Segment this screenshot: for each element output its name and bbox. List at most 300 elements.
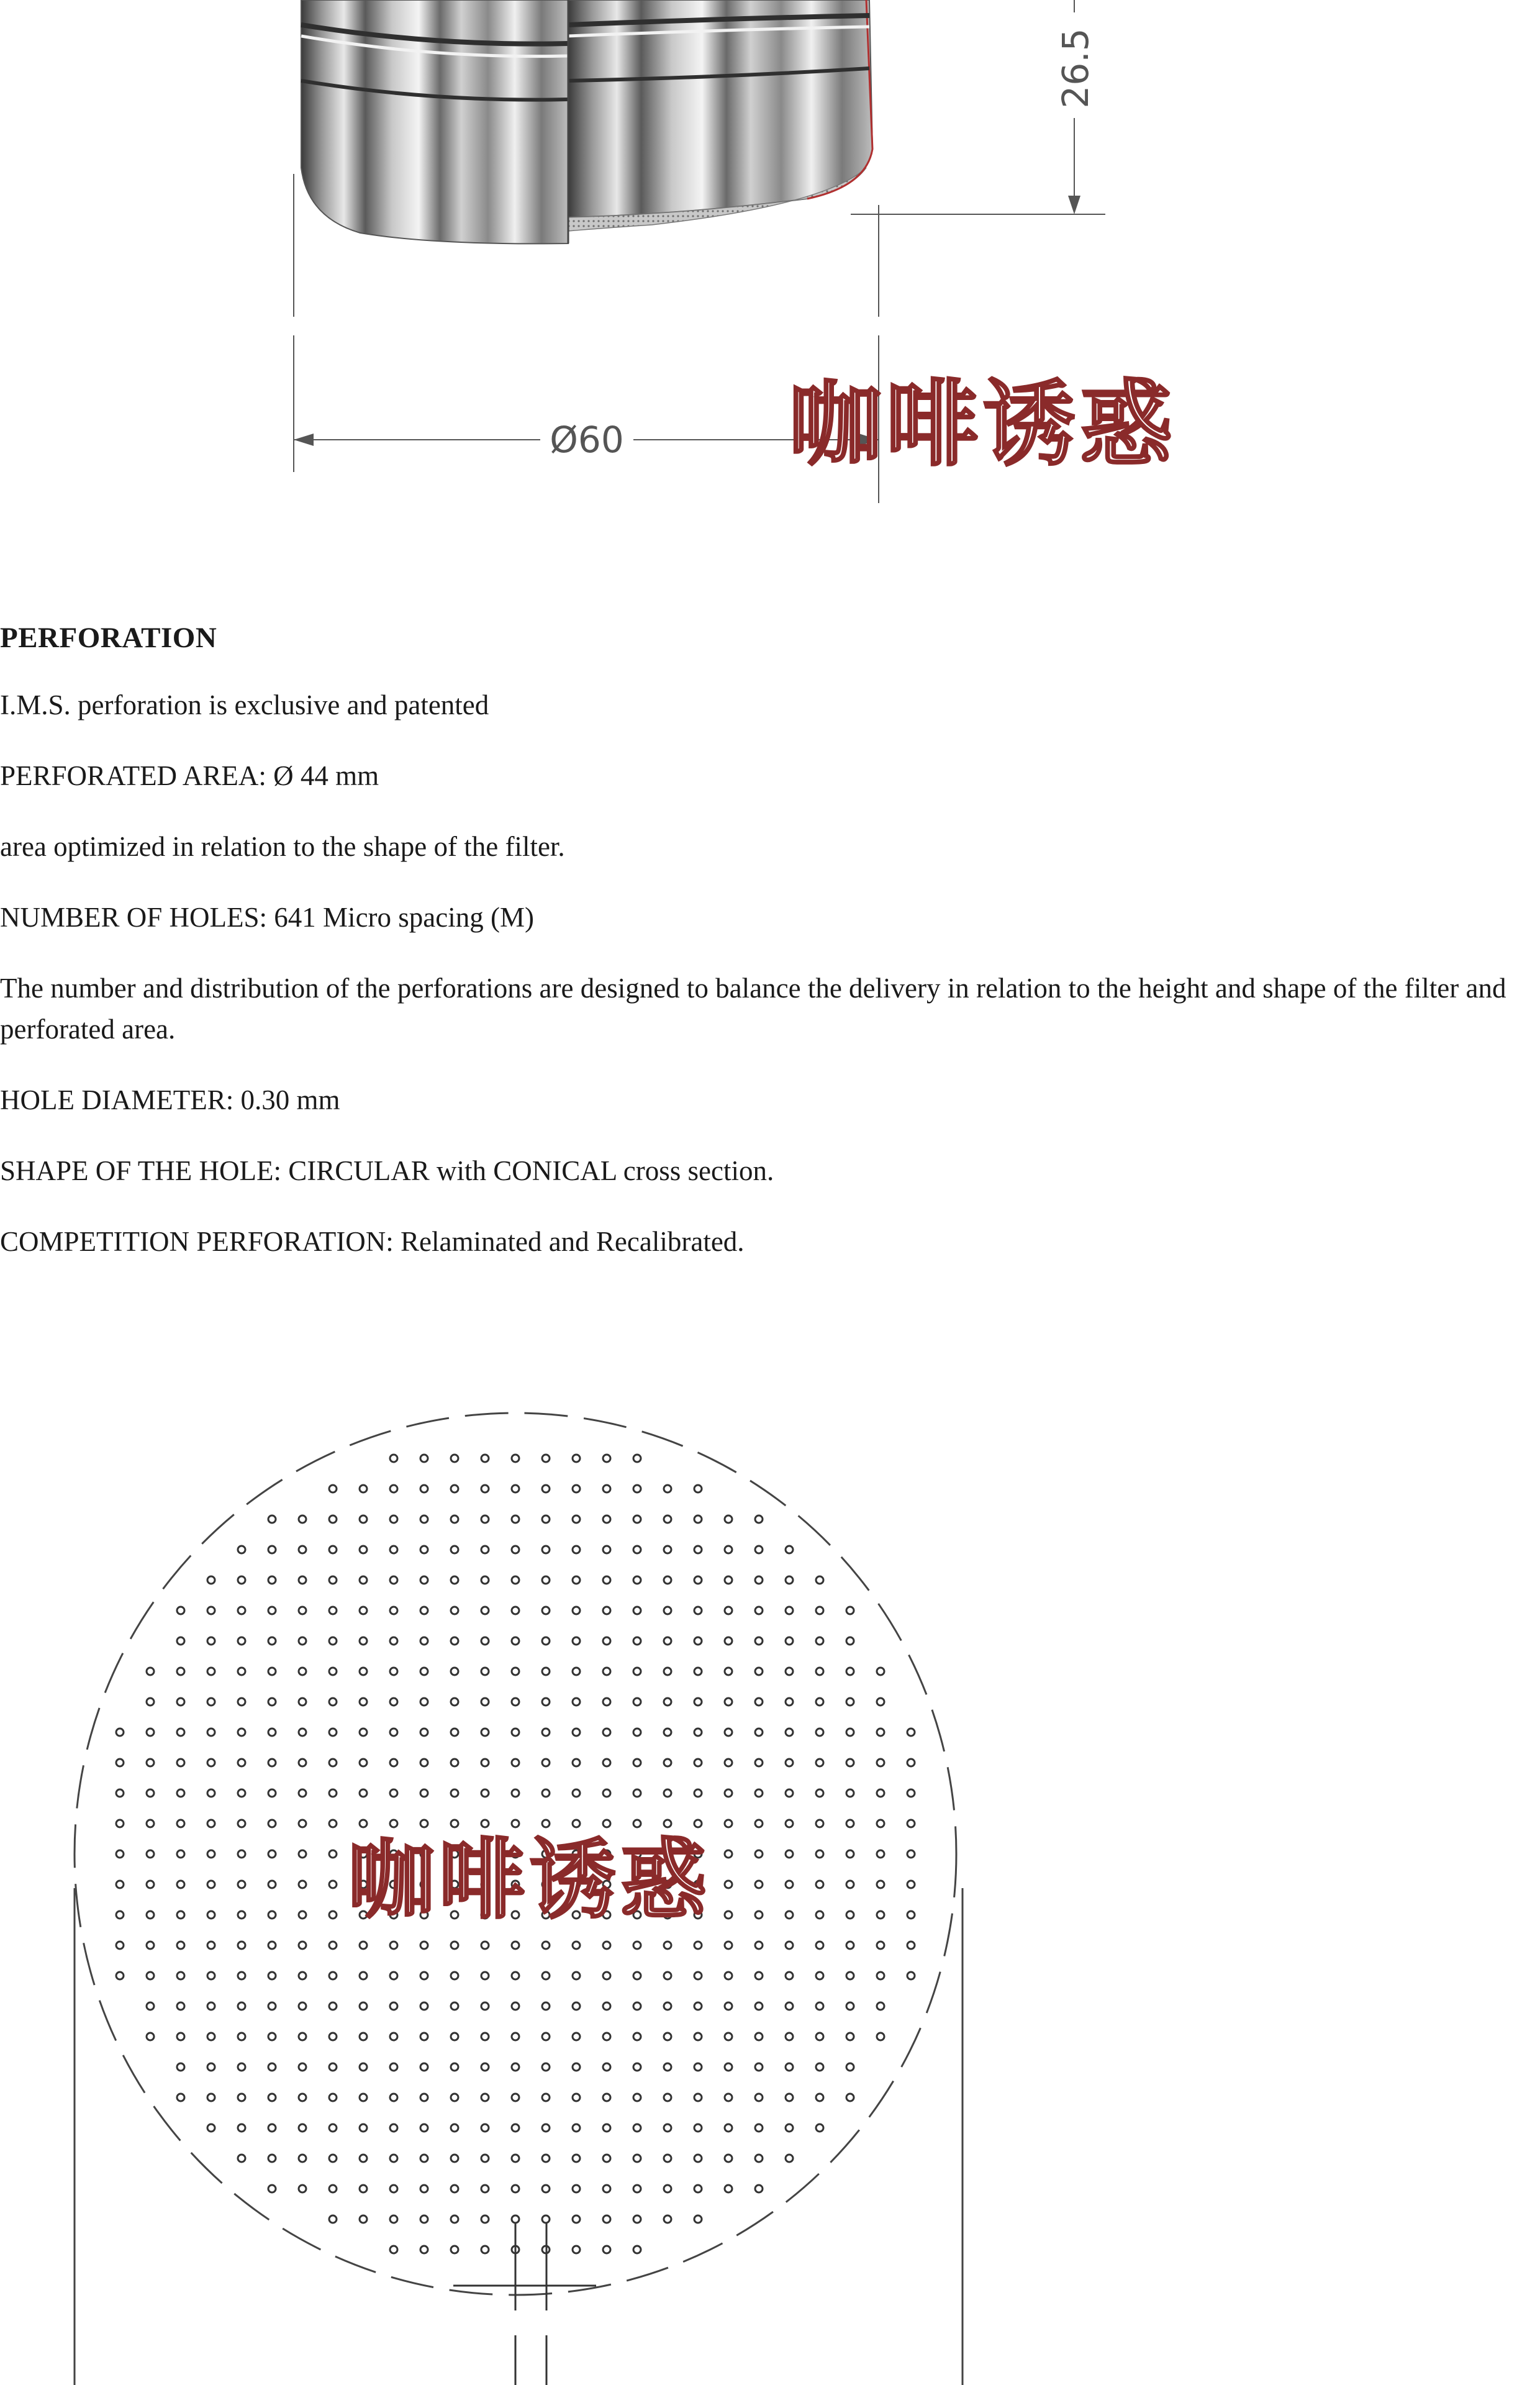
perforation-hole xyxy=(238,1881,245,1888)
perforation-hole xyxy=(299,2033,306,2040)
perforation-hole xyxy=(299,1546,306,1553)
perforation-hole xyxy=(725,1698,732,1706)
perforation-hole xyxy=(147,1759,154,1766)
perforation-hole xyxy=(633,2185,641,2192)
watermark-top: 咖啡诱惑 xyxy=(789,371,1177,479)
perforation-hole xyxy=(603,1881,610,1888)
perforation-hole xyxy=(573,2155,580,2162)
perforation-hole xyxy=(664,1515,671,1523)
perforation-hole xyxy=(633,1759,641,1766)
perforation-hole xyxy=(207,1668,215,1675)
perforation-hole xyxy=(207,1881,215,1888)
perforation-hole xyxy=(542,1546,550,1553)
perforation-hole xyxy=(786,1546,793,1553)
perforation-hole xyxy=(542,2033,550,2040)
perforation-hole xyxy=(725,2063,732,2071)
perforation-hole xyxy=(360,2033,367,2040)
perforation-hole xyxy=(177,1668,184,1675)
perforation-hole xyxy=(755,2002,763,2010)
perforation-hole xyxy=(329,1515,337,1523)
perforation-hole xyxy=(755,2185,763,2192)
perforation-heading: PERFORATION xyxy=(0,622,217,654)
perforation-hole xyxy=(177,1607,184,1614)
perforation-hole xyxy=(390,1850,397,1858)
perforation-hole xyxy=(573,1576,580,1584)
perforation-hole xyxy=(329,1942,337,1949)
perforation-hole xyxy=(694,1485,702,1492)
perforation-hole xyxy=(725,1820,732,1827)
perforation-hole xyxy=(603,1698,610,1706)
perforation-hole xyxy=(116,1850,124,1858)
perforated-area-outline xyxy=(75,1413,956,2295)
perforation-hole xyxy=(816,1668,823,1675)
perforation-hole xyxy=(299,1607,306,1614)
perforation-hole xyxy=(177,1850,184,1858)
perforation-hole xyxy=(299,1881,306,1888)
spec-line-patent: I.M.S. perforation is exclusive and patented xyxy=(0,689,489,720)
perforation-hole xyxy=(329,1911,337,1919)
perforation-hole xyxy=(633,2063,641,2071)
perforation-hole xyxy=(147,1942,154,1949)
perforation-hole xyxy=(846,1789,854,1797)
perforation-hole xyxy=(268,1515,276,1523)
perforation-hole xyxy=(512,1576,519,1584)
perforation-hole xyxy=(116,1789,124,1797)
perforation-hole xyxy=(725,1942,732,1949)
perforation-hole xyxy=(268,1942,276,1949)
perforation-hole xyxy=(238,1942,245,1949)
perforation-hole xyxy=(360,2185,367,2192)
perforation-hole xyxy=(390,2124,397,2132)
perforation-hole xyxy=(177,2063,184,2071)
perforation-hole xyxy=(360,1637,367,1645)
perforation-hole xyxy=(846,1911,854,1919)
perforation-hole xyxy=(360,1972,367,1979)
perforation-hole xyxy=(390,1881,397,1888)
perforation-hole xyxy=(177,1820,184,1827)
perforation-hole xyxy=(360,2094,367,2101)
perforation-hole xyxy=(512,2033,519,2040)
perforation-hole xyxy=(694,2094,702,2101)
perforation-hole xyxy=(573,2185,580,2192)
perforation-hole xyxy=(451,2063,458,2071)
perforation-hole xyxy=(177,1911,184,1919)
perforation-hole xyxy=(877,1911,884,1919)
perforation-hole xyxy=(755,1759,763,1766)
perforation-hole xyxy=(786,1759,793,1766)
perforation-hole xyxy=(420,2215,428,2223)
perforation-hole xyxy=(846,1820,854,1827)
perforation-hole xyxy=(299,1729,306,1736)
perforation-hole xyxy=(299,2002,306,2010)
perforation-hole xyxy=(816,1789,823,1797)
perforation-hole xyxy=(664,1911,671,1919)
perforation-hole xyxy=(542,1576,550,1584)
perforation-hole xyxy=(481,1698,489,1706)
perforation-hole xyxy=(512,1850,519,1858)
perforation-hole xyxy=(207,1637,215,1645)
perforation-hole xyxy=(816,1820,823,1827)
perforation-hole xyxy=(603,1485,610,1492)
perforation-hole xyxy=(451,1942,458,1949)
perforation-hole xyxy=(360,1942,367,1949)
perforation-hole xyxy=(116,1759,124,1766)
perforation-hole xyxy=(420,1972,428,1979)
perforation-hole xyxy=(694,1576,702,1584)
perforation-hole xyxy=(846,1698,854,1706)
perforation-hole xyxy=(207,1698,215,1706)
perforation-hole xyxy=(390,2246,397,2253)
perforation-hole xyxy=(360,2002,367,2010)
perforation-hole xyxy=(207,1729,215,1736)
perforation-hole xyxy=(329,1759,337,1766)
perforation-hole xyxy=(299,1911,306,1919)
perforation-hole xyxy=(299,1972,306,1979)
perforation-hole xyxy=(329,2063,337,2071)
perforation-hole xyxy=(573,2124,580,2132)
perforation-hole xyxy=(299,1942,306,1949)
perforation-hole xyxy=(420,2002,428,2010)
perforation-hole xyxy=(664,2033,671,2040)
perforation-hole xyxy=(329,2215,337,2223)
perforation-hole xyxy=(846,1729,854,1736)
perforation-hole xyxy=(633,1637,641,1645)
perforation-hole xyxy=(755,2124,763,2132)
perforation-hole xyxy=(512,1789,519,1797)
spec-line-area-note: area optimized in relation to the shape of the filter. xyxy=(0,831,565,862)
perforation-hole xyxy=(542,1759,550,1766)
perforation-hole xyxy=(481,2002,489,2010)
perforation-hole xyxy=(390,2155,397,2162)
perforation-hole xyxy=(573,1881,580,1888)
perforation-hole xyxy=(360,1759,367,1766)
perforation-hole xyxy=(360,1820,367,1827)
perforation-hole xyxy=(329,1637,337,1645)
perforation-hole xyxy=(147,1911,154,1919)
perforation-hole xyxy=(299,1789,306,1797)
perforation-hole xyxy=(451,2246,458,2253)
perforation-hole xyxy=(573,2094,580,2101)
perforation-hole xyxy=(268,1972,276,1979)
perforation-hole xyxy=(299,2063,306,2071)
perforation-hole xyxy=(390,1911,397,1919)
perforation-hole xyxy=(542,1698,550,1706)
perforation-hole xyxy=(207,1759,215,1766)
perforation-hole xyxy=(877,1881,884,1888)
perforation-hole xyxy=(268,1637,276,1645)
perforation-hole xyxy=(633,2155,641,2162)
perforation-hole xyxy=(451,1637,458,1645)
perforation-hole xyxy=(816,1729,823,1736)
perforation-hole xyxy=(786,1637,793,1645)
perforation-hole xyxy=(451,1820,458,1827)
perforation-hole xyxy=(603,2124,610,2132)
perforation-hole xyxy=(512,1759,519,1766)
perforation-hole xyxy=(329,1668,337,1675)
perforation-hole xyxy=(481,2033,489,2040)
perforation-hole xyxy=(816,1911,823,1919)
perforation-hole xyxy=(238,1546,245,1553)
perforation-hole xyxy=(512,1911,519,1919)
perforation-hole xyxy=(664,1546,671,1553)
perforation-hole xyxy=(694,1698,702,1706)
perforation-hole xyxy=(268,1820,276,1827)
perforation-hole xyxy=(420,2155,428,2162)
perforation-hole xyxy=(786,1789,793,1797)
perforation-hole xyxy=(633,1455,641,1462)
perforation-hole xyxy=(207,1607,215,1614)
perforation-hole xyxy=(573,2063,580,2071)
perforation-hole xyxy=(420,2033,428,2040)
perforation-hole xyxy=(268,1759,276,1766)
perforation-hole xyxy=(420,1911,428,1919)
perforation-hole xyxy=(177,1637,184,1645)
perforation-hole xyxy=(238,1789,245,1797)
perforation-hole xyxy=(664,2215,671,2223)
perforation-hole xyxy=(451,1729,458,1736)
perforation-hole xyxy=(603,2094,610,2101)
perforation-hole xyxy=(694,1607,702,1614)
perforation-hole xyxy=(725,1607,732,1614)
perforation-hole xyxy=(542,1789,550,1797)
perforation-hole xyxy=(603,2185,610,2192)
perforation-hole xyxy=(207,2002,215,2010)
perforation-hole xyxy=(481,1455,489,1462)
perforation-hole xyxy=(299,1637,306,1645)
spec-line-distribution: The number and distribution of the perforations are designed to balance the delivery in relation to the height and shape of the filter and perforated area. xyxy=(0,973,1506,1045)
perforation-hole xyxy=(147,1972,154,1979)
spec-line-diameter: HOLE DIAMETER: 0.30 mm xyxy=(0,1084,340,1115)
perforation-hole xyxy=(633,1607,641,1614)
perforation-hole xyxy=(603,1942,610,1949)
perforation-hole xyxy=(694,2215,702,2223)
perforation-hole xyxy=(786,1729,793,1736)
perforation-hole xyxy=(603,1576,610,1584)
perforation-hole xyxy=(633,1850,641,1858)
perforation-hole xyxy=(542,1881,550,1888)
perforation-hole xyxy=(238,2155,245,2162)
perforation-hole xyxy=(360,1850,367,1858)
perforation-hole xyxy=(451,2094,458,2101)
perforation-hole xyxy=(451,2124,458,2132)
perforation-hole xyxy=(542,1515,550,1523)
perforation-hole xyxy=(786,1668,793,1675)
perforation-hole xyxy=(451,1972,458,1979)
perforation-hole xyxy=(481,1972,489,1979)
perforation-hole xyxy=(633,2094,641,2101)
perforation-hole xyxy=(755,1820,763,1827)
perforation-hole xyxy=(542,1820,550,1827)
perforation-hole xyxy=(633,1485,641,1492)
perforation-hole xyxy=(633,1789,641,1797)
perforation-hole xyxy=(268,1576,276,1584)
perforation-hole xyxy=(390,1942,397,1949)
perforation-hole xyxy=(786,2002,793,2010)
perforation-hole xyxy=(512,1455,519,1462)
perforation-hole xyxy=(725,1515,732,1523)
perforation-hole xyxy=(420,1668,428,1675)
perforation-hole xyxy=(603,1607,610,1614)
perforation-hole xyxy=(755,2094,763,2101)
perforation-hole xyxy=(633,2124,641,2132)
perforation-hole xyxy=(725,1668,732,1675)
perforation-hole xyxy=(481,2124,489,2132)
perforation-hole xyxy=(360,1546,367,1553)
diameter-dimension-label: Ø60 xyxy=(550,419,624,461)
perforation-hole xyxy=(512,1729,519,1736)
perforation-hole xyxy=(329,1789,337,1797)
perforation-hole xyxy=(238,1729,245,1736)
perforation-hole xyxy=(573,2002,580,2010)
perforation-hole xyxy=(420,1485,428,1492)
perforation-hole xyxy=(725,1881,732,1888)
perforation-hole xyxy=(451,1789,458,1797)
perforation-hole xyxy=(725,1637,732,1645)
perforation-hole xyxy=(420,1850,428,1858)
perforation-hole xyxy=(207,2124,215,2132)
perforation-hole xyxy=(846,2063,854,2071)
perforation-hole xyxy=(664,1485,671,1492)
perforation-hole xyxy=(907,1942,915,1949)
perforation-hole xyxy=(147,1850,154,1858)
perforation-hole xyxy=(390,2215,397,2223)
perforation-hole xyxy=(268,2063,276,2071)
perforation-hole xyxy=(360,2155,367,2162)
perforation-hole xyxy=(481,2094,489,2101)
perforation-hole xyxy=(786,2094,793,2101)
perforation-hole xyxy=(390,1789,397,1797)
perforation-hole xyxy=(542,2155,550,2162)
perforation-hole xyxy=(481,2185,489,2192)
perforation-hole xyxy=(512,2002,519,2010)
perforation-hole xyxy=(238,1820,245,1827)
perforation-hole xyxy=(877,1698,884,1706)
perforation-hole xyxy=(207,2094,215,2101)
perforation-hole xyxy=(573,1485,580,1492)
perforation-hole xyxy=(725,2155,732,2162)
perforation-hole xyxy=(542,2185,550,2192)
perforation-hole xyxy=(907,1972,915,1979)
perforation-hole xyxy=(177,2002,184,2010)
perforation-hole xyxy=(664,1850,671,1858)
perforation-hole xyxy=(542,1485,550,1492)
perforation-hole xyxy=(755,1607,763,1614)
perforation-hole xyxy=(877,2002,884,2010)
perforation-hole xyxy=(603,1850,610,1858)
perforation-hole xyxy=(786,2124,793,2132)
perforation-hole xyxy=(694,2124,702,2132)
perforation-hole xyxy=(512,1820,519,1827)
perforation-hole xyxy=(390,1820,397,1827)
perforation-hole xyxy=(542,1911,550,1919)
perforation-hole xyxy=(451,1576,458,1584)
perforation-hole xyxy=(512,1546,519,1553)
perforation-hole xyxy=(268,1729,276,1736)
perforation-hole xyxy=(755,1698,763,1706)
perforation-hole xyxy=(420,2094,428,2101)
perforation-hole xyxy=(877,1789,884,1797)
perforation-hole xyxy=(207,1972,215,1979)
perforation-hole xyxy=(512,1668,519,1675)
perforation-hole xyxy=(390,1729,397,1736)
perforation-hole xyxy=(603,1668,610,1675)
perforation-hole xyxy=(238,2063,245,2071)
perforation-hole xyxy=(907,1881,915,1888)
perforation-hole xyxy=(573,2033,580,2040)
perforation-hole xyxy=(268,2155,276,2162)
perforation-hole xyxy=(725,2124,732,2132)
perforation-hole xyxy=(573,2246,580,2253)
perforation-hole xyxy=(481,1881,489,1888)
perforation-hole xyxy=(390,1698,397,1706)
perforation-hole xyxy=(542,2094,550,2101)
perforation-hole xyxy=(664,1759,671,1766)
perforation-hole xyxy=(512,1485,519,1492)
perforation-hole xyxy=(177,1942,184,1949)
perforation-hole xyxy=(329,1485,337,1492)
perforation-hole xyxy=(481,1911,489,1919)
side-lines xyxy=(75,1888,962,2385)
perforation-hole xyxy=(755,1576,763,1584)
perforation-hole xyxy=(268,2033,276,2040)
perforation-hole xyxy=(390,1668,397,1675)
perforation-hole xyxy=(786,2063,793,2071)
perforation-hole xyxy=(725,1972,732,1979)
perforation-hole xyxy=(755,1972,763,1979)
perforation-hole xyxy=(481,1637,489,1645)
perforation-hole xyxy=(481,1820,489,1827)
perforation-hole xyxy=(147,2002,154,2010)
perforation-hole xyxy=(694,1759,702,1766)
perforation-hole xyxy=(451,1607,458,1614)
perforation-hole xyxy=(299,2124,306,2132)
perforation-hole xyxy=(390,2185,397,2192)
perforation-hole xyxy=(725,2002,732,2010)
perforation-hole xyxy=(268,1789,276,1797)
perforation-hole xyxy=(299,1820,306,1827)
perforation-hole xyxy=(542,1729,550,1736)
perforation-hole xyxy=(268,1607,276,1614)
perforation-hole xyxy=(299,1515,306,1523)
perforation-hole xyxy=(816,1759,823,1766)
perforation-hole xyxy=(846,1637,854,1645)
perforation-hole xyxy=(238,1972,245,1979)
perforation-hole xyxy=(481,1485,489,1492)
watermark-bottom: 咖啡诱惑 xyxy=(348,1830,711,1931)
perforation-hole xyxy=(512,1637,519,1645)
perforation-hole xyxy=(268,2124,276,2132)
perforation-hole xyxy=(573,1698,580,1706)
perforation-hole xyxy=(633,1698,641,1706)
perforation-hole xyxy=(512,1972,519,1979)
perforation-hole xyxy=(633,1515,641,1523)
perforation-hole xyxy=(390,2063,397,2071)
perforation-hole xyxy=(512,2185,519,2192)
perforation-hole xyxy=(725,1850,732,1858)
perforation-hole xyxy=(573,1942,580,1949)
perforation-hole xyxy=(390,2002,397,2010)
perforation-hole xyxy=(694,1820,702,1827)
perforation-hole xyxy=(481,2155,489,2162)
perforation-hole xyxy=(633,1881,641,1888)
perforation-hole xyxy=(633,1729,641,1736)
perforation-hole xyxy=(481,2215,489,2223)
perforation-hole xyxy=(664,1668,671,1675)
perforation-hole xyxy=(786,1942,793,1949)
perforation-hole xyxy=(451,2033,458,2040)
perforation-hole xyxy=(725,1576,732,1584)
perforation-hole xyxy=(664,1698,671,1706)
